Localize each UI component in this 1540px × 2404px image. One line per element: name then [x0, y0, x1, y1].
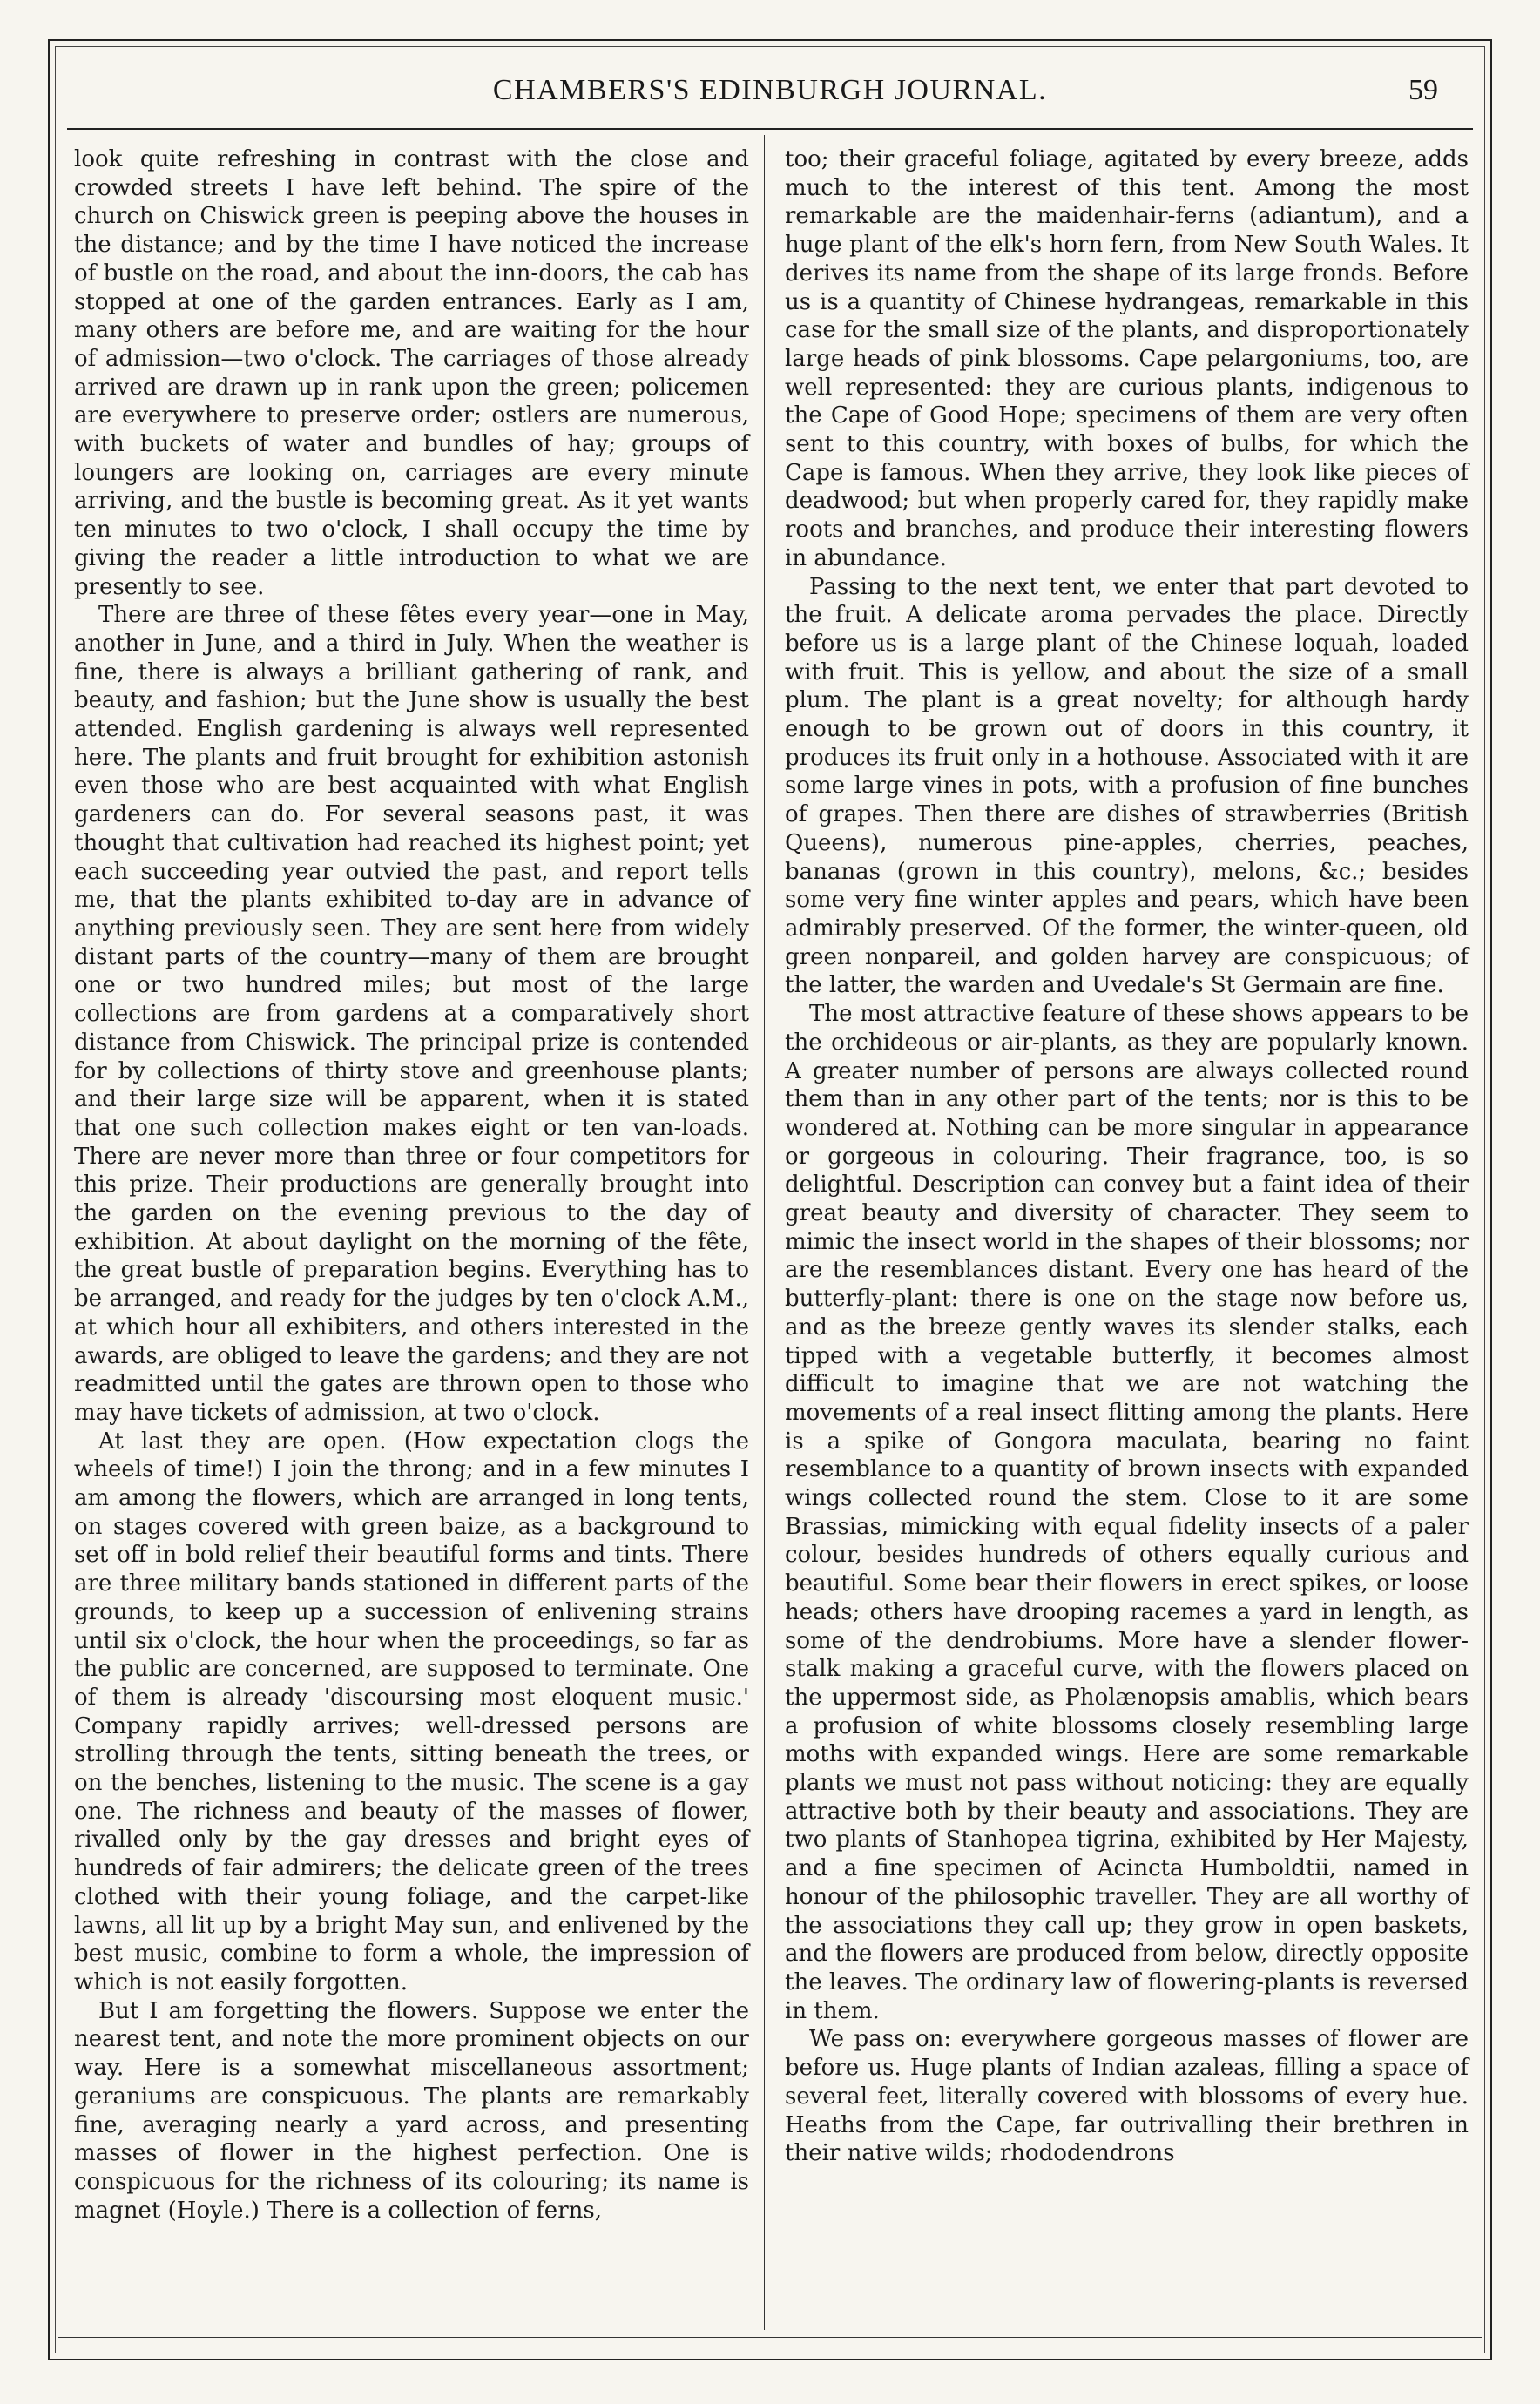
paragraph: Passing to the next tent, we enter that part devoted to the fruit. A delicate aroma pervades the place. Directly before us is a large plant of the Chinese loquah, loaded with fruit. This is yellow, and about the size of a small plum. The plant is a great novelty; for although hardy enough to be grown out of doors in this country, it produces its fruit only in a hothouse. Associated with it are some large vines in pots, with a profusion of fine bunches of grapes. Then there are dishes of strawberries (British Queens), numerous pine-apples, cherries, peaches, bananas (grown in this country), melons, &c.; besides some very fine winter apples and pears, which have been admirably preserved. Of the former, the winter-queen, old green nonpareil, and golden harvey are conspicuous; of the latter, the warden and Uvedale's St Germain are fine. [785, 573, 1469, 999]
bottom-rule [58, 2337, 1482, 2338]
column-divider [764, 135, 765, 2330]
journal-title: CHAMBERS'S EDINBURGH JOURNAL. [492, 74, 1048, 106]
paragraph: We pass on: everywhere gorgeous masses of flower are before us. Huge plants of Indian azaleas, filling a space of several feet, literally covered with blossoms of every hue. Heaths from the Cape, far outrivalling their brethren in their native wilds; rhododendrons [785, 2026, 1469, 2167]
page-number: 59 [1408, 74, 1438, 106]
paragraph: There are three of these fêtes every year—one in May, another in June, and a third in July. When the weather is fine, there is always a brilliant gathering of rank, and beauty, and fashion; but the June show is usually the best attended. English gardening is always well represented here. The plants and fruit brought for exhibition astonish even those who are best acquainted with what English gardeners can do. For several seasons past, it was thought that cultivation had reached its highest point; yet each succeeding year outvied the past, and report tells me, that the plants exhibited to-day are in advance of anything previously seen. They are sent here from widely distant parts of the country—many of them are brought one or two hundred miles; but most of the large collections are from gardens at a comparatively short distance from Chiswick. The principal prize is contended for by collections of thirty stove and greenhouse plants; and their large size will be apparent, when it is stated that one such collection makes eight or ten van-loads. There are never more than three or four competitors for this prize. Their productions are generally brought into the garden on the evening previous to the day of exhibition. At about daylight on the morning of the fête, the great bustle of preparation begins. Everything has to be arranged, and ready for the judges by ten o'clock A.M., at which hour all exhibiters, and others interested in the awards, are obliged to leave the gardens; and they are not readmitted until the gates are thrown open to those who may have tickets of admission, at two o'clock. [74, 602, 749, 1426]
journal-page [48, 39, 1492, 2360]
paragraph: But I am forgetting the flowers. Suppose we enter the nearest tent, and note the more prominent objects on our way. Here is a somewhat miscellaneous assortment; geraniums are conspicuous. The plants are remarkably fine, averaging nearly a yard across, and presenting masses of flower in the highest perfection. One is conspicuous for the richness of its colouring; its name is magnet (Hoyle.) There is a collection of ferns, [74, 1997, 749, 2224]
paragraph: look quite refreshing in contrast with the close and crowded streets I have left behind. The spire of the church on Chiswick green is peeping above the houses in the distance; and by the time I have noticed the increase of bustle on the road, and about the inn-doors, the cab has stopped at one of the garden entrances. Early as I am, many others are before me, and are waiting for the hour of admission—two o'clock. The carriages of those already arrived are drawn up in rank upon the green; policemen are everywhere to preserve order; ostlers are numerous, with buckets of water and bundles of hay; groups of loungers are looking on, carriages are every minute arriving, and the bustle is becoming great. As it yet wants ten minutes to two o'clock, I shall occupy the time by giving the reader a little introduction to what we are presently to see. [74, 146, 749, 600]
left-column [74, 145, 749, 2225]
right-column [785, 145, 1469, 2168]
paragraph: The most attractive feature of these shows appears to be the orchideous or air-plants, as they are popularly known. A greater number of persons are always collected round them than in any other part of the tents; nor is this to be wondered at. Nothing can be more singular in appearance or gorgeous in colouring. Their fragrance, too, is so delightful. Description can convey but a faint idea of their great beauty and diversity of character. They seem to mimic the insect world in the shapes of their blossoms; nor are the resemblances distant. Every one has heard of the butterfly-plant: there is one on the stage now before us, and as the breeze gently waves its slender stalks, each tipped with a vegetable butterfly, it becomes almost difficult to imagine that we are not watching the movements of a real insect flitting among the plants. Here is a spike of Gongora maculata, bearing no faint resemblance to a quantity of brown insects with expanded wings collected round the stem. Close to it are some Brassias, mimicking with equal fidelity insects of a paler colour, besides hundreds of others equally curious and beautiful. Some bear their flowers in erect spikes, or loose heads; others have drooping racemes a yard in length, as some of the dendrobiums. More have a slender flower-stalk making a graceful curve, with the flowers placed on the uppermost side, as Pholænopsis amablis, which bears a profusion of white blossoms closely resembling large moths with expanded wings. Here are some remarkable plants we must not pass without noticing: they are equally attractive both by their beauty and associations. They are two plants of Stanhopea tigrina, exhibited by Her Majesty, and a fine specimen of Acincta Humboldtii, named in honour of the philosophic traveller. They are all worthy of the associations they call up; they grow in open baskets, and the flowers are produced from below, directly opposite the leaves. The ordinary law of flowering-plants is reversed in them. [785, 1001, 1469, 2024]
page-header [67, 74, 1473, 135]
header-rule [67, 128, 1473, 130]
paragraph: too; their graceful foliage, agitated by every breeze, adds much to the interest of this tent. Among the most remarkable are the maidenhair-ferns (adiantum), and a huge plant of the elk's horn fern, from New South Wales. It derives its name from the shape of its large fronds. Before us is a quantity of Chinese hydrangeas, remarkable in this case for the small size of the plants, and disproportionately large heads of pink blossoms. Cape pelargoniums, too, are well represented: they are curious plants, indigenous to the Cape of Good Hope; specimens of them are very often sent to this country, with boxes of bulbs, for which the Cape is famous. When they arrive, they look like pieces of deadwood; but when properly cared for, they rapidly make roots and branches, and produce their interesting flowers in abundance. [785, 146, 1469, 571]
paragraph: At last they are open. (How expectation clogs the wheels of time!) I join the throng; and in a few minutes I am among the flowers, which are arranged in long tents, on stages covered with green baize, as a background to set off in bold relief their beautiful forms and tints. There are three military bands stationed in different parts of the grounds, to keep up a succession of enlivening strains until six o'clock, the hour when the proceedings, so far as the public are concerned, are supposed to terminate. One of them is already 'discoursing most eloquent music.' Company rapidly arrives; well-dressed persons are strolling through the tents, sitting beneath the trees, or on the benches, listening to the music. The scene is a gay one. The richness and beauty of the masses of flower, rivalled only by the gay dresses and bright eyes of hundreds of fair admirers; the delicate green of the trees clothed with their young foliage, and the carpet-like lawns, all lit up by a bright May sun, and enlivened by the best music, combine to form a whole, the impression of which is not easily forgotten. [74, 1428, 749, 1995]
